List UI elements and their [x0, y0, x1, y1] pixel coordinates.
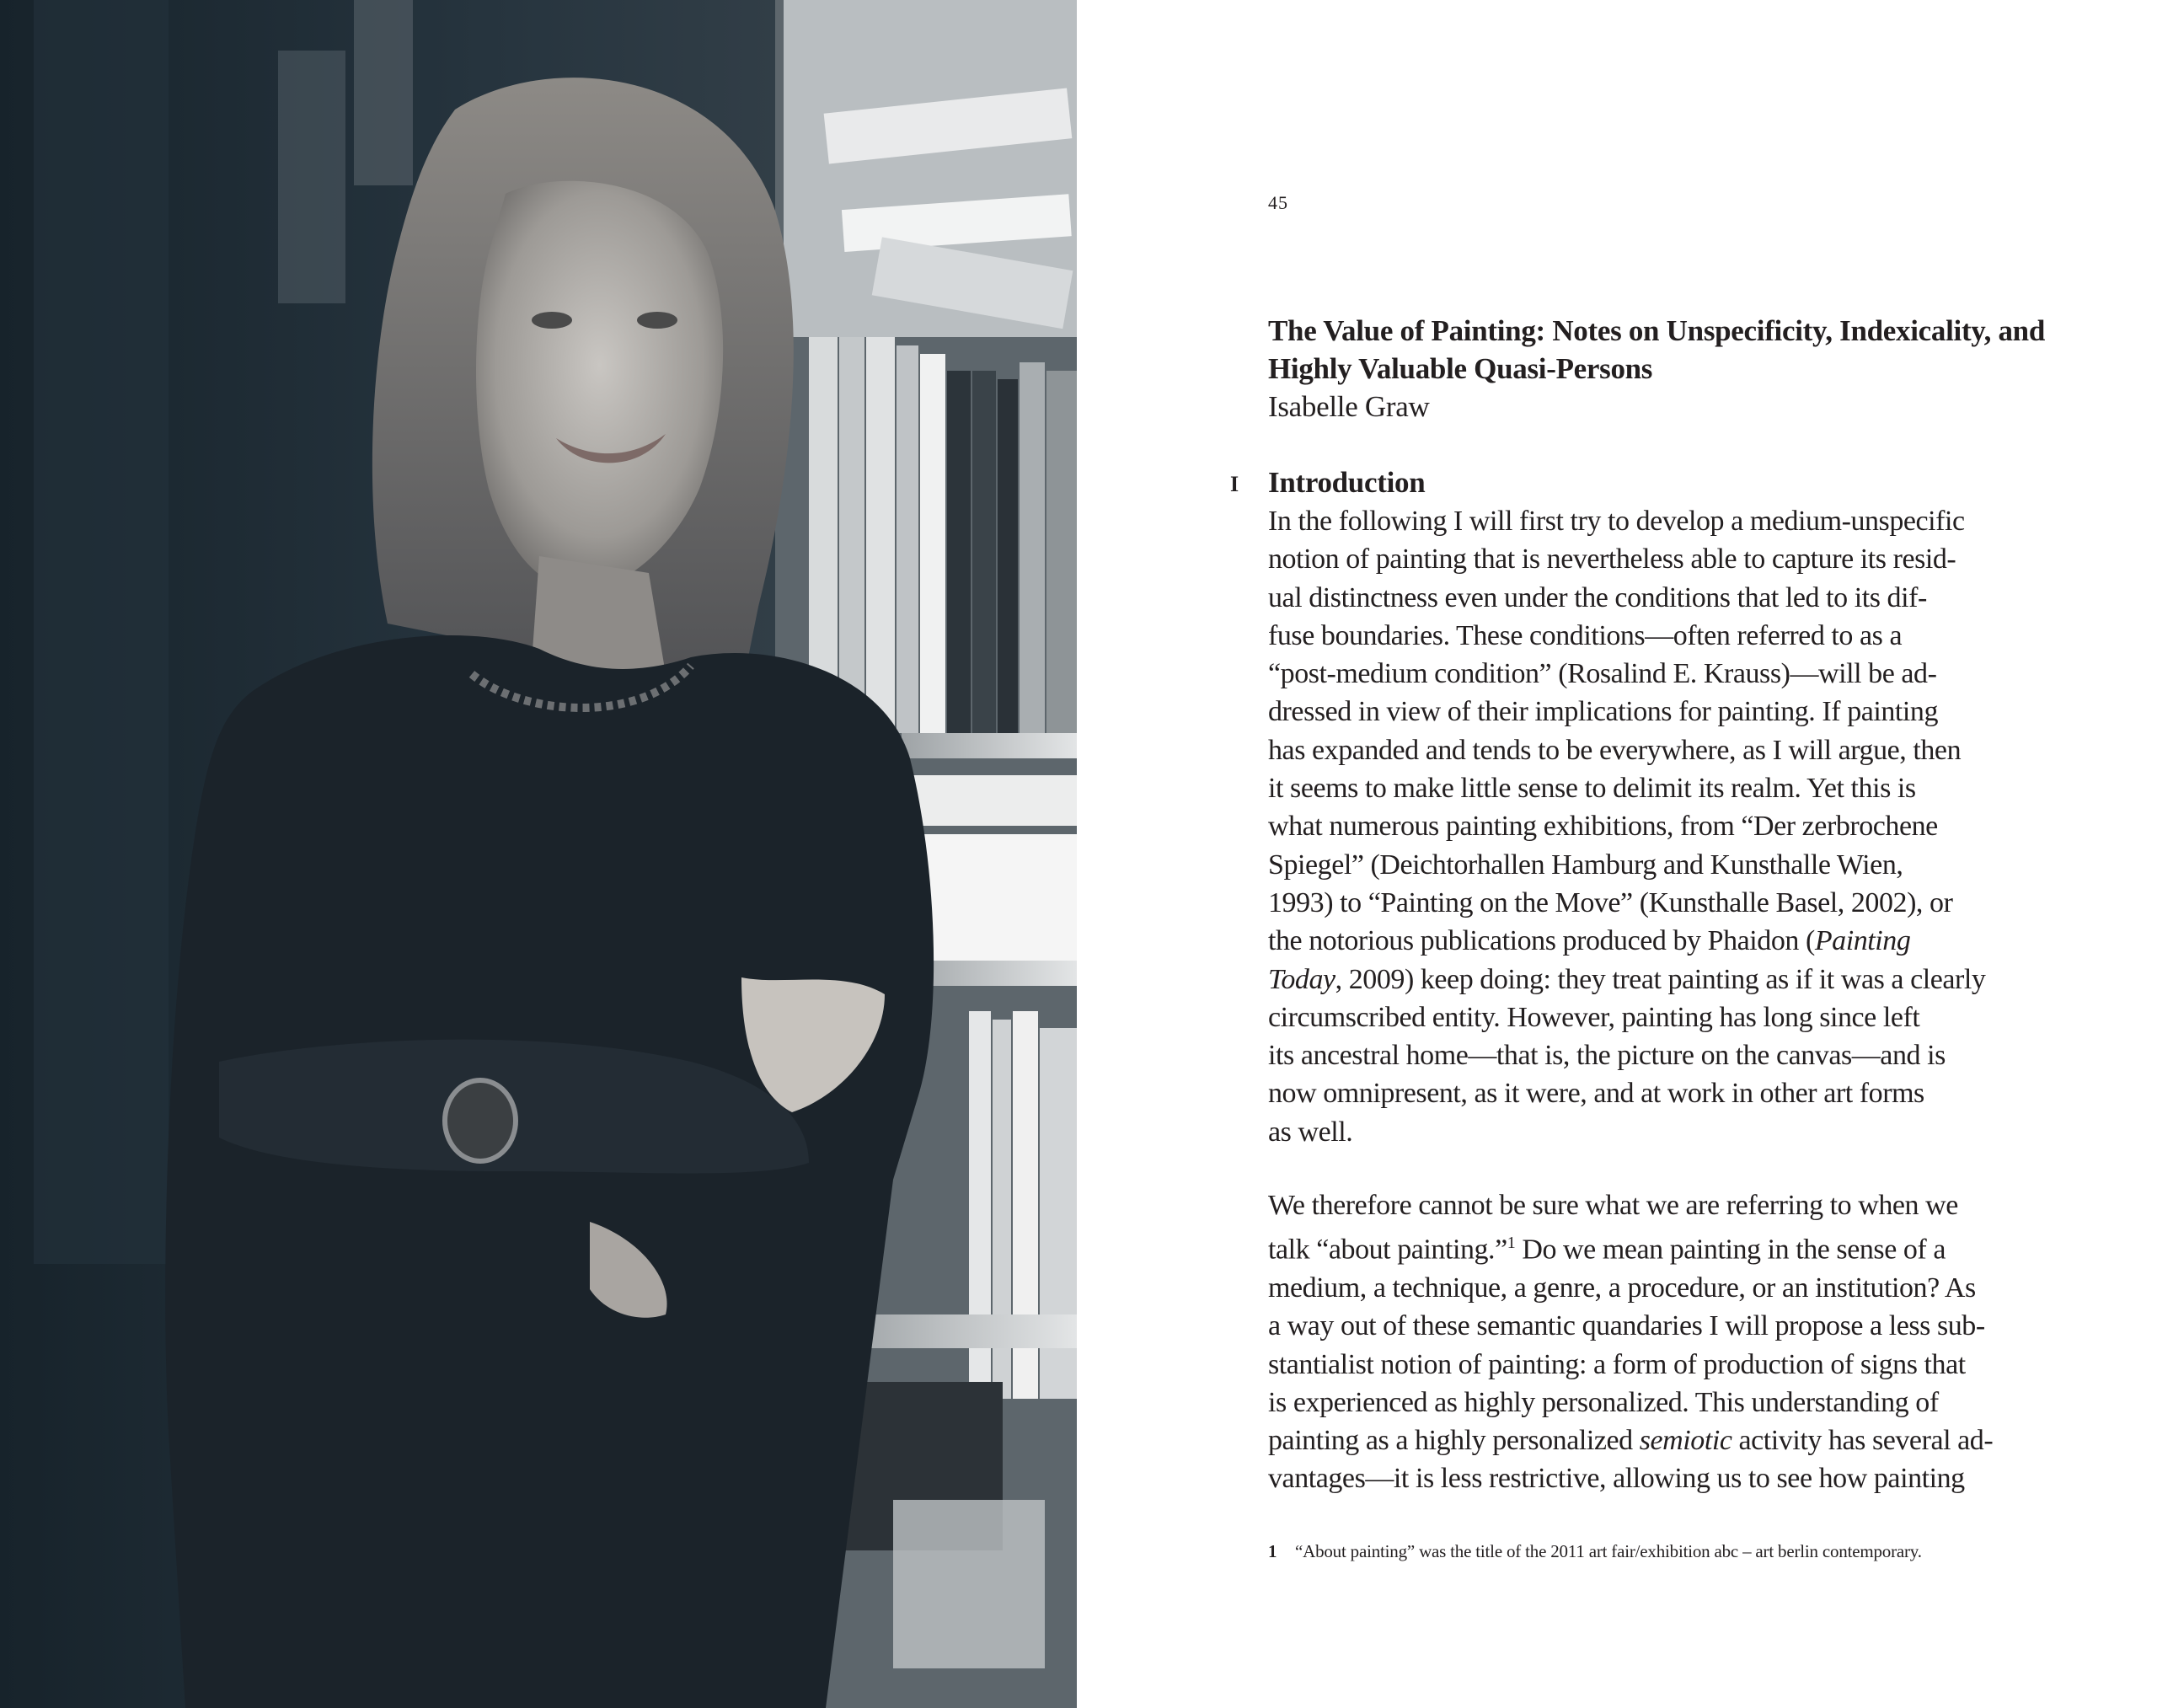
- section-title: Introduction: [1268, 466, 1426, 499]
- article-author: Isabelle Graw: [1268, 390, 1430, 423]
- portrait-photo: [0, 0, 1077, 1708]
- text-line: 1993) to “Painting on the Move” (Kunsthalle Basel, 2002), or: [1268, 886, 1953, 918]
- text-line: In the following I will first try to develop a medium-unspecific: [1268, 506, 1965, 537]
- text-line: Spiegel” (Deichtorhallen Hamburg and Kunsthalle Wien,: [1268, 849, 1903, 881]
- text-line: stantialist notion of painting: a form of production of signs that: [1268, 1348, 1966, 1380]
- text-run: , 2009) keep doing: they treat painting as if it was a clearly: [1335, 963, 1986, 995]
- text-line: [1268, 961, 2094, 999]
- text-run: painting as a highly personalized: [1268, 1425, 1640, 1457]
- text-line: is experienced as highly personalized. This understanding of: [1268, 1386, 1939, 1418]
- text-line: “post-medium condition” (Rosalind E. Krauss)—will be ad-: [1268, 658, 1937, 690]
- text-line: a way out of these semantic quandaries I will propose a less sub-: [1268, 1310, 1985, 1342]
- italic-term: semiotic: [1639, 1425, 1732, 1457]
- text-line: [1268, 1422, 2094, 1459]
- text-run: talk “about painting.”: [1268, 1234, 1507, 1266]
- text-line: its ancestral home—that is, the picture on the canvas—and is: [1268, 1040, 1946, 1072]
- italic-title: Painting: [1814, 925, 1911, 957]
- text-line: We therefore cannot be sure what we are referring to when we: [1268, 1190, 1958, 1221]
- text-line: circumscribed entity. However, painting has long since left: [1268, 1001, 1920, 1033]
- text-line: now omnipresent, as it were, and at work in other art forms: [1268, 1078, 1924, 1110]
- footnote-number: 1: [1268, 1541, 1277, 1561]
- text-line: as well.: [1268, 1116, 1353, 1148]
- text-line: [1268, 1224, 2094, 1269]
- italic-title: Today: [1268, 963, 1335, 995]
- text-line: vantages—it is less restrictive, allowing us to see how painting: [1268, 1463, 1965, 1495]
- text-line: [1268, 922, 2094, 960]
- body-paragraph-1: [1268, 502, 2094, 1151]
- text-run: Do we mean painting in the sense of a: [1515, 1234, 1946, 1266]
- footnote-text: “About painting” was the title of the 2011 art fair/exhibition abc – art berlin contemporary.: [1295, 1541, 1922, 1561]
- text-line: has expanded and tends to be everywhere, as I will argue, then: [1268, 734, 1962, 766]
- text-line: notion of painting that is nevertheless able to capture its resid-: [1268, 543, 1956, 576]
- text-run: the notorious publications produced by Phaidon (: [1268, 925, 1815, 957]
- text-line: dressed in view of their implications for painting. If painting: [1268, 696, 1939, 728]
- text-line: ual distinctness even under the conditions that led to its dif-: [1268, 581, 1927, 613]
- footnote: [1268, 1539, 2094, 1563]
- text-line: it seems to make little sense to delimit its realm. Yet this is: [1268, 773, 1916, 805]
- text-page: [1077, 0, 2157, 1708]
- body-paragraph-2: [1268, 1186, 2094, 1498]
- article-title: The Value of Painting: Notes on Unspecificity, Indexicality, and Highly Valuable Quasi-Persons: [1268, 314, 2046, 385]
- text-line: fuse boundaries. These conditions—often referred to as a: [1268, 619, 1903, 651]
- text-line: what numerous painting exhibitions, from “Der zerbrochene: [1268, 811, 1938, 843]
- text-line: medium, a technique, a genre, a procedure, or an institution? As: [1268, 1272, 1976, 1304]
- page-number: 45: [1268, 192, 1288, 213]
- text-run: activity has several ad-: [1731, 1425, 1994, 1457]
- footnote-reference[interactable]: 1: [1507, 1234, 1516, 1253]
- portrait-photo-icon: [0, 0, 1077, 1708]
- section-number: I: [1230, 472, 1239, 496]
